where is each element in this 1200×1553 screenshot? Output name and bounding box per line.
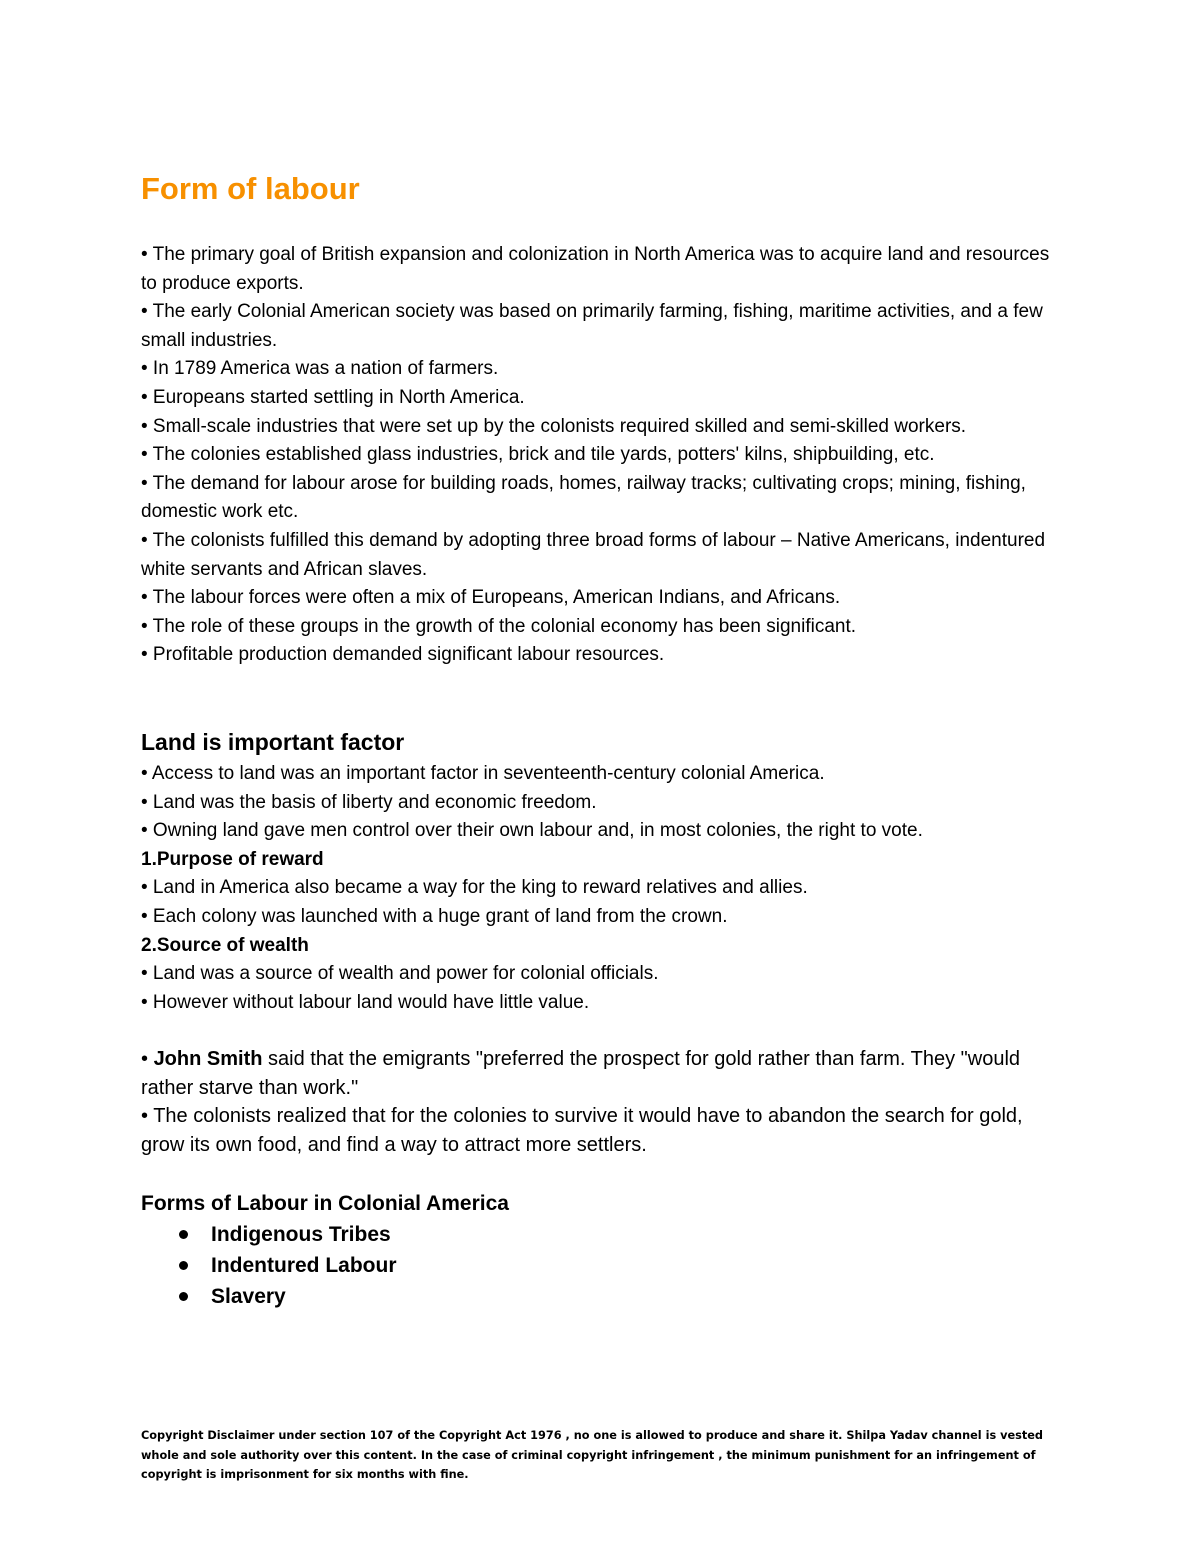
copyright-disclaimer: Copyright Disclaimer under section 107 of the Copyright Act 1976 , no one is allowed to produce and share it. Shilpa Yadav channel is vested whole and sole authority over this content. In the case of criminal copyright infringement , the minimum punishment for an infringement of copyright is imprisonment for six months with fine. [141,1429,1044,1481]
intro-bullet: • The role of these groups in the growth of the colonial economy has been significant. [141,615,857,637]
intro-bullet: • The labour forces were often a mix of Europeans, American Indians, and Africans. [141,587,841,609]
list-item-label: Indentured Labour [211,1254,397,1277]
intro-bullet: • Europeans started settling in North America. [141,386,525,408]
land-bullet: • Owning land gave men control over their own labour and, in most colonies, the right to vote. [141,820,923,842]
list-item [141,1281,397,1312]
john-smith-name: John Smith [153,1048,263,1070]
john-smith-section [141,1045,1051,1159]
intro-bullet: • The colonists fulfilled this demand by adopting three broad forms of labour – Native Americans, indentured white servants and African slaves. [141,529,1046,580]
purpose-of-reward-heading: 1.Purpose of reward [141,848,324,870]
intro-bullet: • In 1789 America was a nation of farmers. [141,358,499,380]
john-smith-quote-text: said that the emigrants "preferred the prospect for gold rather than farm. They "would rather starve than work." [141,1048,1021,1099]
land-section-heading: Land is important factor [141,729,405,755]
bullet-dot-icon [179,1292,188,1301]
land-bullet: • Access to land was an important factor in seventeenth-century colonial America. [141,763,825,784]
purpose-bullet: • Each colony was launched with a huge grant of land from the crown. [141,905,728,927]
bullet-dot-icon [179,1230,188,1239]
list-item-label: Slavery [211,1285,286,1308]
wealth-bullet: • Land was a source of wealth and power for colonial officials. [141,963,659,985]
john-smith-quote [141,1045,1051,1102]
colonists-realized-bullet: • The colonists realized that for the colonies to survive it would have to abandon the search for gold, grow its own food, and find a way to attract more settlers. [141,1105,1023,1156]
quote-bullet: • [141,1048,154,1070]
land-bullet: • Land was the basis of liberty and economic freedom. [141,791,597,813]
intro-bullet: • Small-scale industries that were set up by the colonists required skilled and semi-skilled workers. [141,415,967,437]
intro-bullet: • The early Colonial American society was based on primarily farming, fishing, maritime activities, and a few small industries. [141,301,1043,351]
land-section-body [141,760,1051,1017]
intro-bullet: • The demand for labour arose for building roads, homes, railway tracks; cultivating crops; mining, fishing, domestic work etc. [141,472,1026,523]
bullet-dot-icon [179,1261,188,1270]
intro-bullet: • The colonies established glass industries, brick and tile yards, potters' kilns, shipbuilding, etc. [141,444,935,466]
page-title: Form of labour [141,171,360,206]
wealth-bullet: • However without labour land would have little value. [141,991,590,1013]
intro-bullet: • The primary goal of British expansion and colonization in North America was to acquire land and resources to produce exports. [141,244,1050,294]
forms-of-labour-list [141,1219,397,1312]
list-item-label: Indigenous Tribes [211,1223,391,1246]
list-item [141,1250,397,1281]
purpose-bullet: • Land in America also became a way for the king to reward relatives and allies. [141,877,808,899]
source-of-wealth-heading: 2.Source of wealth [141,934,309,956]
intro-bullet: • Profitable production demanded significant labour resources. [141,644,665,666]
intro-bullet-list [141,241,1051,670]
forms-of-labour-heading: Forms of Labour in Colonial America [141,1192,509,1215]
list-item [141,1219,397,1250]
